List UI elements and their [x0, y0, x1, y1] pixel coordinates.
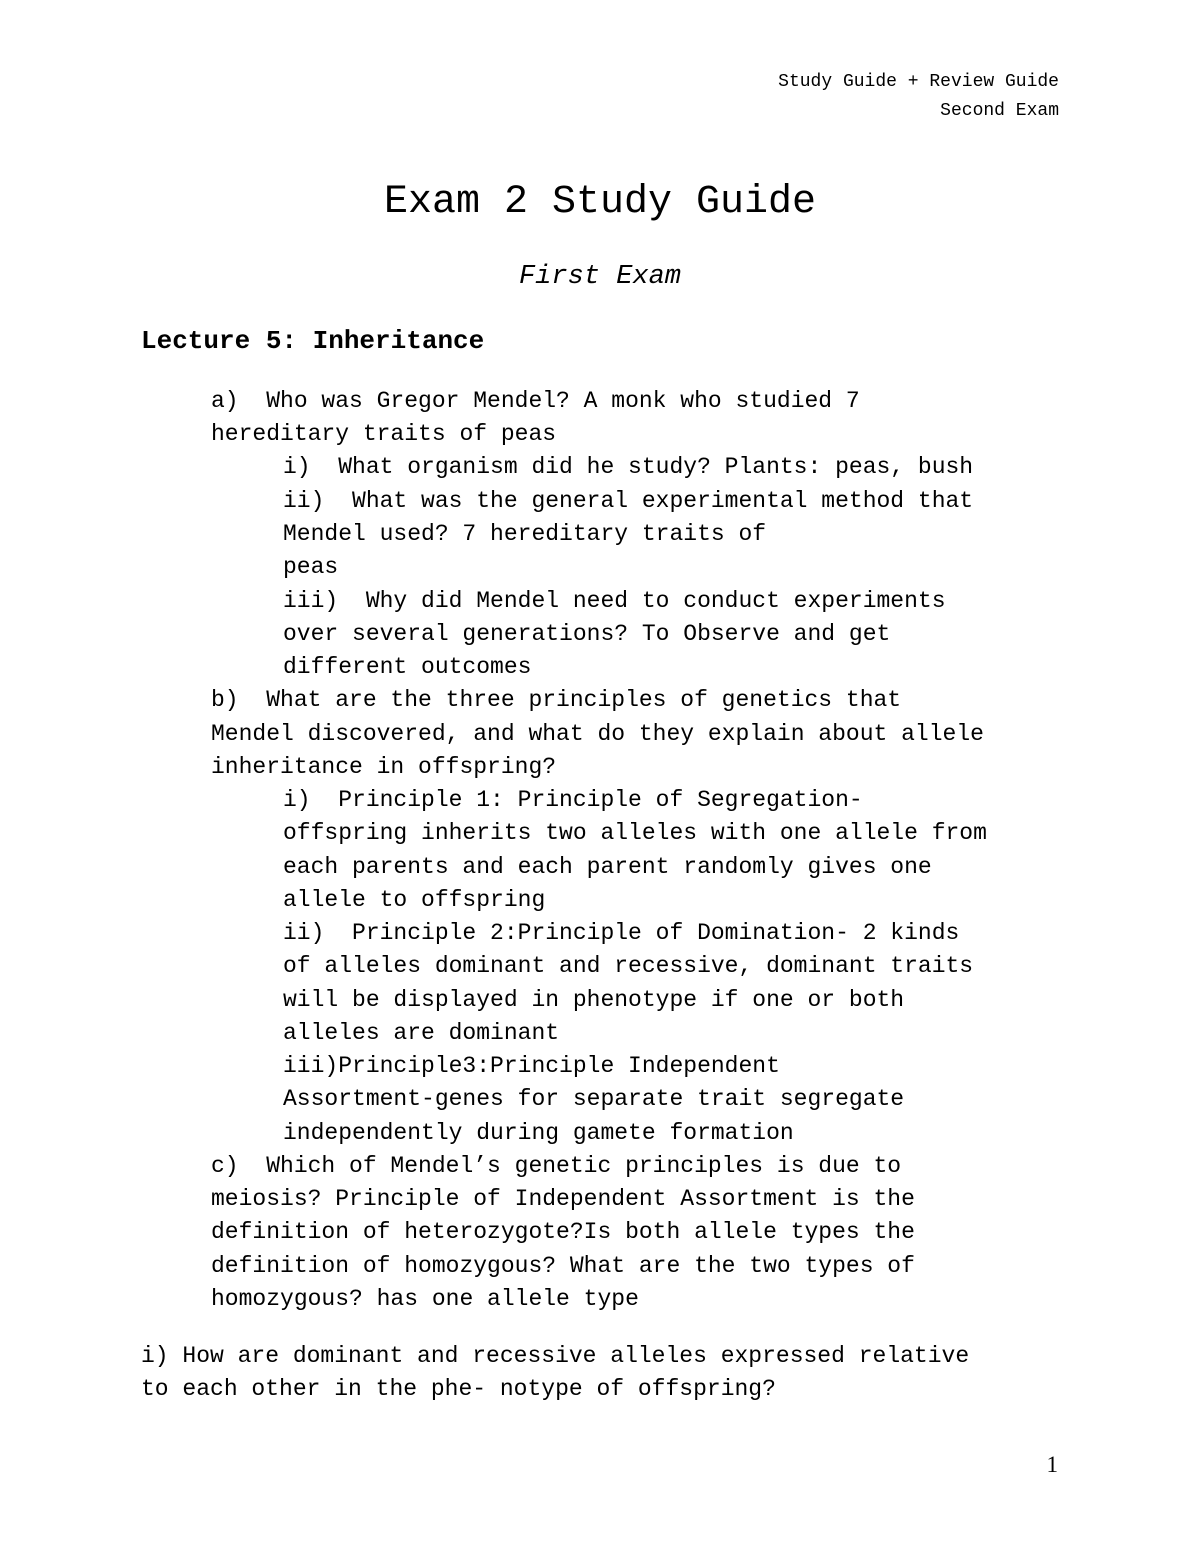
- text-line: Mendel discovered, and what do they explain about allele: [211, 721, 984, 747]
- text-line: iii) Why did Mendel need to conduct experiments: [283, 588, 946, 614]
- text-line: each parents and each parent randomly gives one: [283, 854, 932, 880]
- text-line: different outcomes: [283, 654, 532, 680]
- text-line: of alleles dominant and recessive, dominant traits: [283, 953, 974, 979]
- text-line: c) Which of Mendel’s genetic principles is due to: [211, 1153, 902, 1179]
- text-line: meiosis? Principle of Independent Assortment is the: [211, 1186, 915, 1212]
- text-line: hereditary traits of peas: [211, 421, 557, 447]
- text-line: Assortment-genes for separate trait segregate: [283, 1086, 905, 1112]
- text-line: i) Principle 1: Principle of Segregation-: [283, 787, 863, 813]
- header-line-2: Second Exam: [940, 101, 1059, 121]
- text-line: b) What are the three principles of genetics that: [211, 687, 902, 713]
- text-line: over several generations? To Observe and get: [283, 621, 891, 647]
- section-heading: Lecture 5: Inheritance: [141, 326, 485, 356]
- text-line: to each other in the phe- notype of offspring?: [141, 1376, 776, 1402]
- text-line: homozygous? has one allele type: [211, 1286, 639, 1312]
- text-line: ii) What was the general experimental method that: [283, 488, 974, 514]
- text-line: i) What organism did he study? Plants: peas, bush: [283, 454, 974, 480]
- text-line: iii)Principle3:Principle Independent: [283, 1053, 780, 1079]
- text-line: independently during gamete formation: [283, 1120, 794, 1146]
- text-line: will be displayed in phenotype if one or both: [283, 987, 905, 1013]
- text-line: i) How are dominant and recessive alleles expressed relative: [141, 1343, 970, 1369]
- text-line: Mendel used? 7 hereditary traits of: [283, 521, 767, 547]
- text-line: allele to offspring: [283, 887, 546, 913]
- page-title: Exam 2 Study Guide: [383, 180, 817, 225]
- text-line: a) Who was Gregor Mendel? A monk who studied 7: [211, 388, 860, 414]
- text-line: ii) Principle 2:Principle of Domination- 2 kinds: [283, 920, 960, 946]
- text-line: alleles are dominant: [283, 1020, 560, 1046]
- text-line: definition of heterozygote?Is both allele types the: [211, 1219, 915, 1245]
- text-line: inheritance in offspring?: [211, 754, 557, 780]
- text-line: peas: [283, 554, 339, 580]
- page-number: 1: [1046, 1452, 1058, 1477]
- page-subtitle: First Exam: [518, 262, 682, 292]
- text-line: offspring inherits two alleles with one allele from: [283, 820, 987, 846]
- header-line-1: Study Guide + Review Guide: [778, 72, 1059, 92]
- text-line: definition of homozygous? What are the two types of: [211, 1253, 915, 1279]
